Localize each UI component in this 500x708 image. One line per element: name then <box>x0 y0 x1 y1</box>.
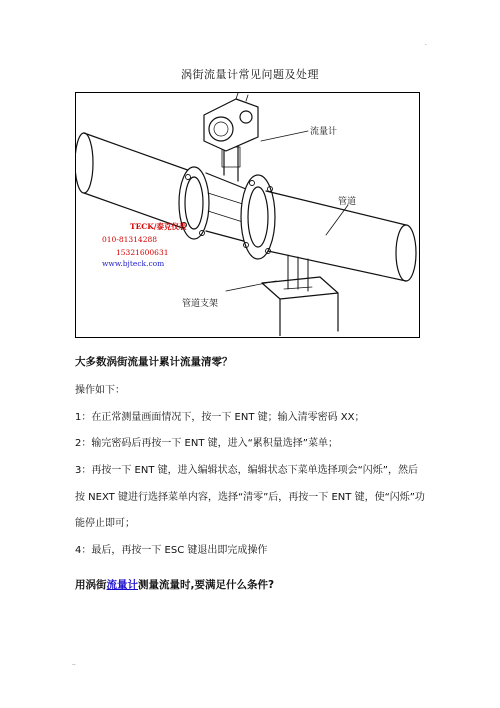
converter-head <box>204 99 258 151</box>
support-u-bolt <box>288 255 308 291</box>
leader-flowmeter <box>261 131 308 141</box>
label-pipe: 管道 <box>338 197 357 207</box>
para-step-3-line-2: 按 NEXT 键进行选择菜单内容，选择“清零”后，再按一下 ENT 键，使“闪烁”功 <box>75 492 425 503</box>
watermark-phone2: 15321600631 <box>116 248 169 257</box>
flowmeter-link[interactable]: 流量计 <box>106 579 138 591</box>
corner-dot-top: . <box>425 40 427 47</box>
para-step-1: 1：在正常测量画面情况下，按一下 ENT 键；输入清零密码 XX； <box>75 412 365 423</box>
watermark-phone1: 010-81314288 <box>102 235 158 244</box>
right-pipe <box>266 191 406 281</box>
pipe-support <box>262 277 338 336</box>
section-heading-reset-total: 大多数涡街流量计累计流量清零？ <box>75 356 233 368</box>
section-heading-conditions <box>75 577 274 592</box>
watermark-url: www.bjteck.com <box>102 259 165 268</box>
flowmeter-installation-figure <box>75 92 420 338</box>
page-title: 涡街流量计常见问题及处理 <box>181 68 319 81</box>
para-step-3-line-1: 3：再按一下 ENT 键，进入编辑状态，编辑状态下菜单选择项会“闪烁”，然后 <box>75 465 418 476</box>
label-flowmeter: 流量计 <box>310 127 338 137</box>
label-pipe-support: 管道支架 <box>182 299 219 309</box>
para-step-3-line-3: 能停止即可； <box>75 518 135 529</box>
leader-pipe <box>326 205 348 235</box>
heading-text-before: 用涡街 <box>75 579 107 591</box>
left-pipe <box>84 133 196 231</box>
heading-text-after: 测量流量时,要满足什么条件? <box>138 579 275 591</box>
flowmeter-installation-drawing <box>76 93 418 336</box>
para-step-4: 4：最后，再按一下 ESC 键退出即完成操作 <box>75 545 268 556</box>
watermark-brand: TECK/泰克仪表 <box>130 222 187 231</box>
para-intro: 操作如下： <box>75 385 125 396</box>
para-step-2: 2：输完密码后再按一下 ENT 键，进入“累积量选择”菜单； <box>75 438 338 449</box>
corner-dots-bottom: .. <box>72 660 76 667</box>
